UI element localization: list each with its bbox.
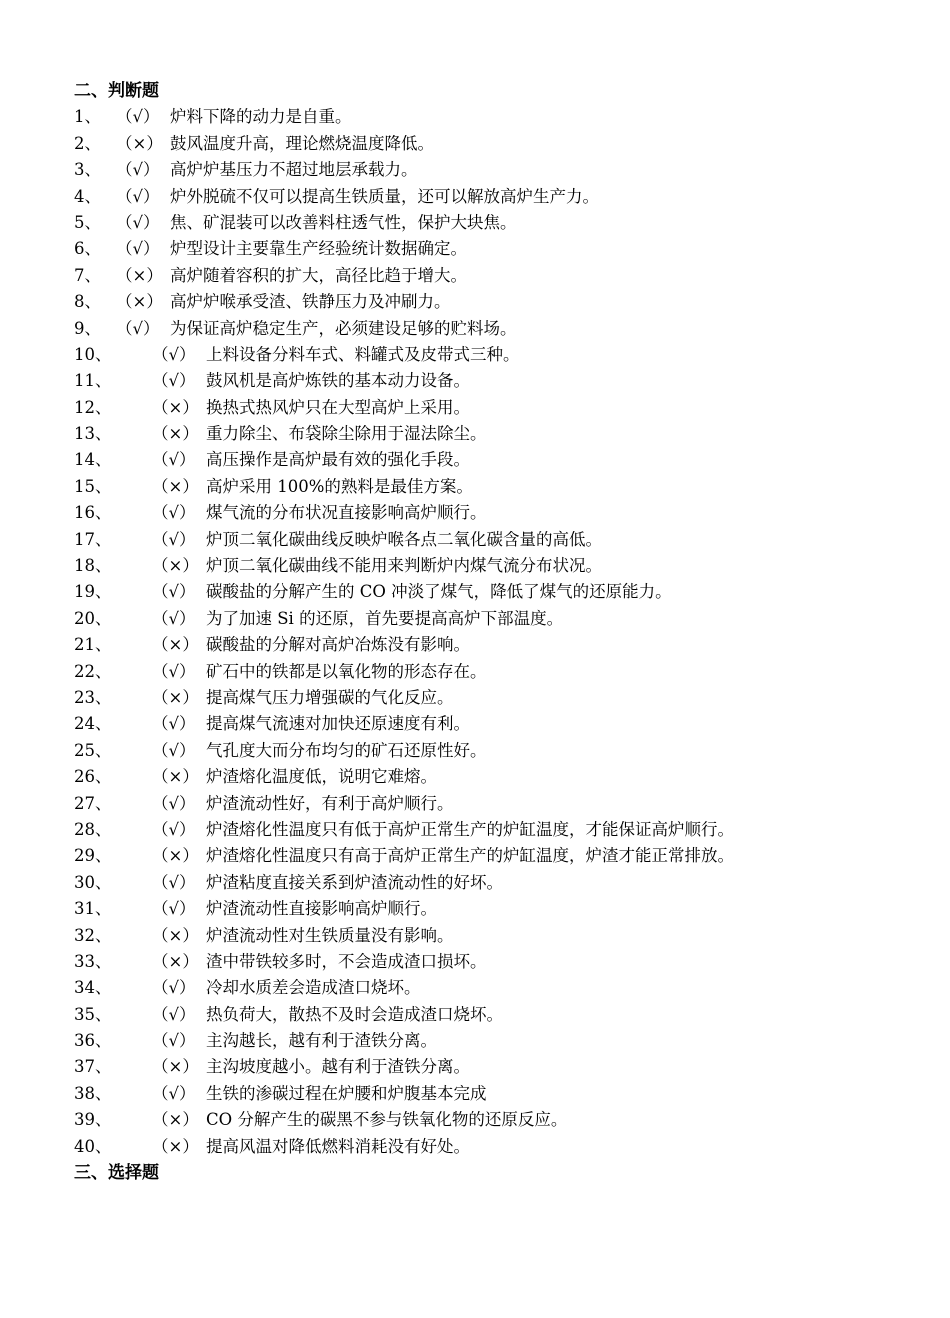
- question-item: [74, 421, 934, 447]
- question-number: 32、: [74, 925, 112, 945]
- answer-mark: （√）: [152, 714, 196, 734]
- answer-mark: （√）: [116, 107, 160, 127]
- question-text: 碳酸盐的分解产生的 CO 冲淡了煤气，降低了煤气的还原能力。: [206, 582, 672, 602]
- question-text: 生铁的渗碳过程在炉腰和炉腹基本完成: [206, 1083, 487, 1103]
- answer-mark: （×）: [152, 556, 199, 576]
- question-text: 炉渣粘度直接关系到炉渣流动性的好坏。: [206, 872, 503, 892]
- question-number: 19、: [74, 582, 112, 602]
- question-item: [74, 527, 934, 553]
- question-text: 主沟坡度越小。越有利于渣铁分离。: [206, 1057, 470, 1077]
- question-text: 鼓风机是高炉炼铁的基本动力设备。: [206, 371, 470, 391]
- question-item: [74, 764, 934, 790]
- question-text: 焦、矿混装可以改善料柱透气性，保护大块焦。: [170, 212, 517, 232]
- question-number: 5、: [74, 212, 101, 232]
- question-number: 17、: [74, 529, 112, 549]
- question-text: 煤气流的分布状况直接影响高炉顺行。: [206, 503, 487, 523]
- question-number: 35、: [74, 1004, 112, 1024]
- question-item: [74, 606, 934, 632]
- question-item: [74, 316, 934, 342]
- question-text: 炉外脱硫不仅可以提高生铁质量，还可以解放高炉生产力。: [170, 186, 599, 206]
- answer-mark: （√）: [116, 239, 160, 259]
- question-text: 炉渣流动性好，有利于高炉顺行。: [206, 793, 454, 813]
- question-text: 高炉采用 100%的熟料是最佳方案。: [206, 476, 473, 496]
- answer-mark: （×）: [116, 133, 163, 153]
- question-number: 18、: [74, 556, 112, 576]
- question-text: 提高煤气流速对加快还原速度有利。: [206, 714, 470, 734]
- question-number: 4、: [74, 186, 101, 206]
- question-item: [74, 685, 934, 711]
- question-item: [74, 210, 934, 236]
- question-number: 26、: [74, 767, 112, 787]
- question-text: 渣中带铁较多时，不会造成渣口损坏。: [206, 951, 487, 971]
- answer-mark: （×）: [152, 687, 199, 707]
- question-item: [74, 236, 934, 262]
- question-number: 6、: [74, 239, 101, 259]
- question-number: 34、: [74, 978, 112, 998]
- question-item: [74, 659, 934, 685]
- answer-mark: （√）: [152, 344, 196, 364]
- question-text: 炉料下降的动力是自重。: [170, 107, 352, 127]
- question-item: [74, 843, 934, 869]
- question-text: 高炉炉喉承受渣、铁静压力及冲刷力。: [170, 292, 451, 312]
- answer-mark: （√）: [152, 740, 196, 760]
- answer-mark: （√）: [152, 371, 196, 391]
- question-text: 炉渣流动性对生铁质量没有影响。: [206, 925, 454, 945]
- question-item: [74, 184, 934, 210]
- question-number: 37、: [74, 1057, 112, 1077]
- question-text: CO 分解产生的碳黑不参与铁氧化物的还原反应。: [206, 1110, 568, 1130]
- answer-mark: （√）: [116, 212, 160, 232]
- answer-mark: （√）: [152, 450, 196, 470]
- question-text: 热负荷大，散热不及时会造成渣口烧坏。: [206, 1004, 503, 1024]
- question-text: 高压操作是高炉最有效的强化手段。: [206, 450, 470, 470]
- question-text: 炉顶二氧化碳曲线反映炉喉各点二氧化碳含量的高低。: [206, 529, 602, 549]
- answer-mark: （×）: [152, 424, 199, 444]
- question-item: [74, 711, 934, 737]
- section-heading-judgment: 二、判断题: [74, 81, 159, 101]
- question-item: [74, 342, 934, 368]
- question-item: [74, 1002, 934, 1028]
- question-item: [74, 896, 934, 922]
- question-item: [74, 368, 934, 394]
- answer-mark: （×）: [152, 846, 199, 866]
- question-item: [74, 817, 934, 843]
- question-number: 29、: [74, 846, 112, 866]
- answer-mark: （√）: [152, 819, 196, 839]
- question-text: 鼓风温度升高，理论燃烧温度降低。: [170, 133, 434, 153]
- question-number: 16、: [74, 503, 112, 523]
- question-item: [74, 975, 934, 1001]
- answer-mark: （√）: [152, 1083, 196, 1103]
- question-number: 1、: [74, 107, 101, 127]
- question-text: 炉顶二氧化碳曲线不能用来判断炉内煤气流分布状况。: [206, 556, 602, 576]
- question-text: 炉渣熔化性温度只有高于高炉正常生产的炉缸温度，炉渣才能正常排放。: [206, 846, 734, 866]
- document-content: [74, 78, 934, 1186]
- question-list: [74, 104, 934, 1160]
- question-number: 23、: [74, 687, 112, 707]
- question-item: [74, 632, 934, 658]
- question-number: 40、: [74, 1136, 112, 1156]
- question-number: 33、: [74, 951, 112, 971]
- question-text: 高炉随着容积的扩大，高径比趋于增大。: [170, 265, 467, 285]
- question-number: 24、: [74, 714, 112, 734]
- answer-mark: （√）: [152, 529, 196, 549]
- answer-mark: （×）: [152, 1110, 199, 1130]
- answer-mark: （×）: [152, 925, 199, 945]
- question-number: 22、: [74, 661, 112, 681]
- question-item: [74, 870, 934, 896]
- question-text: 重力除尘、布袋除尘除用于湿法除尘。: [206, 424, 487, 444]
- question-text: 高炉炉基压力不超过地层承载力。: [170, 160, 418, 180]
- answer-mark: （√）: [152, 793, 196, 813]
- answer-mark: （√）: [152, 978, 196, 998]
- answer-mark: （×）: [152, 635, 199, 655]
- question-item: [74, 157, 934, 183]
- question-item: [74, 263, 934, 289]
- question-number: 13、: [74, 424, 112, 444]
- answer-mark: （×）: [152, 397, 199, 417]
- question-number: 9、: [74, 318, 101, 338]
- answer-mark: （√）: [152, 899, 196, 919]
- question-item: [74, 289, 934, 315]
- question-item: [74, 104, 934, 130]
- question-number: 15、: [74, 476, 112, 496]
- question-item: [74, 949, 934, 975]
- answer-mark: （×）: [152, 1136, 199, 1156]
- answer-mark: （√）: [152, 872, 196, 892]
- question-number: 2、: [74, 133, 101, 153]
- question-number: 14、: [74, 450, 112, 470]
- answer-mark: （×）: [152, 476, 199, 496]
- answer-mark: （√）: [152, 1004, 196, 1024]
- answer-mark: （√）: [116, 160, 160, 180]
- answer-mark: （×）: [152, 767, 199, 787]
- question-item: [74, 131, 934, 157]
- question-number: 28、: [74, 819, 112, 839]
- question-text: 炉渣流动性直接影响高炉顺行。: [206, 899, 437, 919]
- question-item: [74, 1107, 934, 1133]
- answer-mark: （√）: [152, 1031, 196, 1051]
- answer-mark: （√）: [152, 608, 196, 628]
- question-item: [74, 579, 934, 605]
- section-heading-choice: 三、选择题: [74, 1163, 159, 1184]
- question-number: 30、: [74, 872, 112, 892]
- question-item: [74, 1028, 934, 1054]
- question-number: 20、: [74, 608, 112, 628]
- question-item: [74, 791, 934, 817]
- question-text: 换热式热风炉只在大型高炉上采用。: [206, 397, 470, 417]
- question-text: 为保证高炉稳定生产，必须建设足够的贮料场。: [170, 318, 517, 338]
- question-item: [74, 447, 934, 473]
- question-item: [74, 738, 934, 764]
- answer-mark: （×）: [152, 951, 199, 971]
- question-text: 炉渣熔化温度低，说明它难熔。: [206, 767, 437, 787]
- question-item: [74, 1081, 934, 1107]
- question-text: 矿石中的铁都是以氧化物的形态存在。: [206, 661, 487, 681]
- question-number: 12、: [74, 397, 112, 417]
- question-number: 3、: [74, 160, 101, 180]
- question-item: [74, 553, 934, 579]
- answer-mark: （√）: [152, 503, 196, 523]
- question-item: [74, 474, 934, 500]
- answer-mark: （×）: [116, 265, 163, 285]
- question-item: [74, 1134, 934, 1160]
- answer-mark: （√）: [116, 318, 160, 338]
- question-number: 39、: [74, 1110, 112, 1130]
- question-number: 36、: [74, 1031, 112, 1051]
- question-number: 31、: [74, 899, 112, 919]
- question-number: 21、: [74, 635, 112, 655]
- answer-mark: （√）: [152, 582, 196, 602]
- question-text: 炉渣熔化性温度只有低于高炉正常生产的炉缸温度，才能保证高炉顺行。: [206, 819, 734, 839]
- answer-mark: （√）: [152, 661, 196, 681]
- question-item: [74, 1054, 934, 1080]
- question-number: 8、: [74, 292, 101, 312]
- question-number: 27、: [74, 793, 112, 813]
- question-number: 7、: [74, 265, 101, 285]
- question-text: 提高煤气压力增强碳的气化反应。: [206, 687, 454, 707]
- question-item: [74, 500, 934, 526]
- answer-mark: （×）: [116, 292, 163, 312]
- question-number: 38、: [74, 1083, 112, 1103]
- answer-mark: （×）: [152, 1057, 199, 1077]
- question-text: 提高风温对降低燃料消耗没有好处。: [206, 1136, 470, 1156]
- question-number: 25、: [74, 740, 112, 760]
- question-text: 碳酸盐的分解对高炉冶炼没有影响。: [206, 635, 470, 655]
- answer-mark: （√）: [116, 186, 160, 206]
- question-number: 10、: [74, 344, 112, 364]
- question-text: 气孔度大而分布均匀的矿石还原性好。: [206, 740, 487, 760]
- question-text: 炉型设计主要靠生产经验统计数据确定。: [170, 239, 467, 259]
- question-number: 11、: [74, 371, 112, 391]
- question-item: [74, 923, 934, 949]
- question-text: 主沟越长，越有利于渣铁分离。: [206, 1031, 437, 1051]
- question-item: [74, 395, 934, 421]
- question-text: 冷却水质差会造成渣口烧坏。: [206, 978, 421, 998]
- question-text: 上料设备分料车式、料罐式及皮带式三种。: [206, 344, 520, 364]
- question-text: 为了加速 Si 的还原，首先要提高高炉下部温度。: [206, 608, 564, 628]
